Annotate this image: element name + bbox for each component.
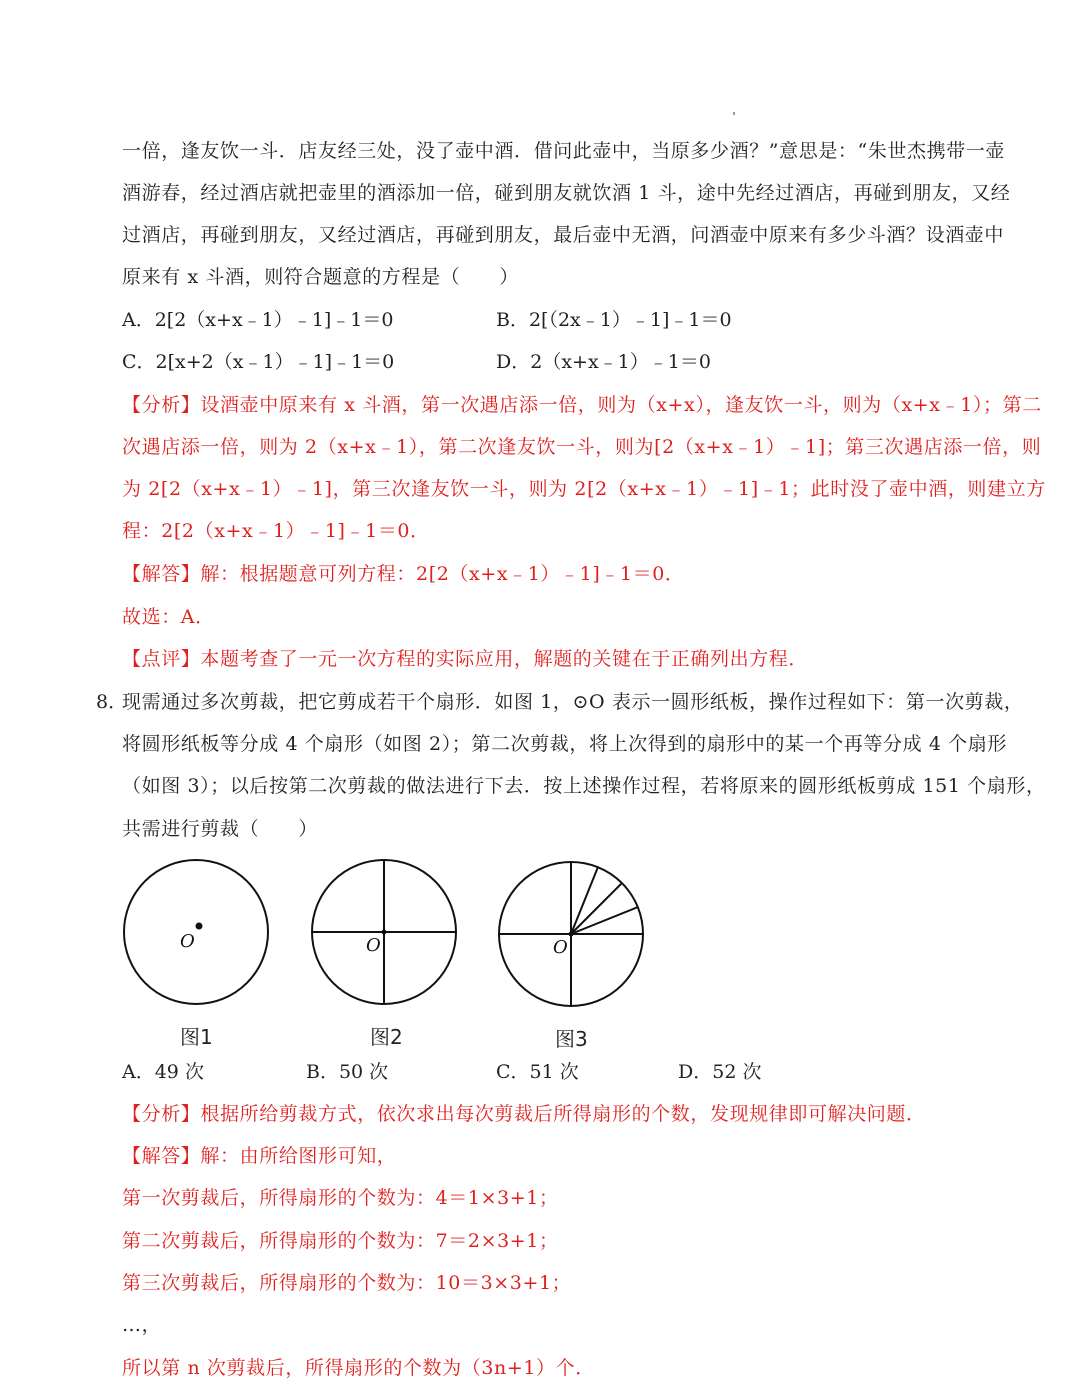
q7-analysis-line-3: 为 2[2（x+x﹣1）﹣1]，第三次逢友饮一斗，则为 2[2（x+x﹣1）﹣1]﹣1；此时没了壶中酒，则建立方 (122, 478, 1046, 500)
q8-step-3: 第三次剪裁后，所得扇形的个数为：10＝3×3+1； (122, 1272, 572, 1294)
q7-option-d: D．2（x+x﹣1）﹣1＝0 (496, 351, 711, 373)
figure-3-center-label: O (553, 937, 568, 958)
q8-line-2: 将圆形纸板等分成 4 个扇形（如图 2）；第二次剪裁，将上次得到的扇形中的某一个再等分成 4 个扇形 (122, 733, 1007, 755)
figure-1 (124, 860, 268, 1004)
q7-answer-line (122, 561, 685, 587)
figure-3-label: 图3 (555, 1027, 588, 1051)
answer-tag: 【解答】 (122, 563, 201, 585)
q8-line-4: 共需进行剪裁（ ） (122, 818, 319, 840)
q7-analysis-line-1 (122, 392, 1042, 418)
figure-3-center-dot (569, 932, 574, 937)
q8-step-2: 第二次剪裁后，所得扇形的个数为：7＝2×3+1； (122, 1230, 559, 1252)
q8-answer-line (122, 1143, 396, 1169)
q8-line-1: 现需通过多次剪裁，把它剪成若干个扇形．如图 1，⊙O 表示一圆形纸板，操作过程如下：第一次剪裁， (122, 691, 1024, 713)
q7-analysis-text-1: 设酒壶中原来有 x 斗酒，第一次遇店添一倍，则为（x+x），逢友饮一斗，则为（x+x﹣1）；第二 (200, 394, 1042, 416)
q8-analysis-line (122, 1101, 926, 1127)
q8-step-ellipsis: …， (122, 1314, 162, 1336)
figure-2-center-label: O (366, 935, 381, 956)
answer-tag: 【解答】 (122, 1145, 201, 1167)
q8-step-1: 第一次剪裁后，所得扇形的个数为：4＝1×3+1； (122, 1187, 559, 1209)
q7-intro-line-4: 原来有 x 斗酒，则符合题意的方程是（ ） (122, 266, 519, 288)
q8-step-conclusion: 所以第 n 次剪裁后，所得扇形的个数为（3n+1）个． (122, 1357, 595, 1379)
q8-option-a: A．49 次 (122, 1061, 204, 1083)
figure-1-center-label: O (180, 931, 195, 952)
figure-2 (312, 860, 456, 1004)
q7-intro-line-2: 酒游春，经过酒店就把壶里的酒添加一倍，碰到朋友就饮酒 1 斗，途中先经过酒店，再碰到朋友，又经 (122, 182, 1011, 204)
q7-intro-line-3: 过酒店，再碰到朋友，又经过酒店，再碰到朋友，最后壶中无酒，问酒壶中原来有多少斗酒？设酒壶中 (122, 224, 1005, 246)
q7-option-a: A．2[2（x+x﹣1）﹣1]﹣1＝0 (122, 309, 394, 331)
analysis-tag: 【分析】 (122, 1103, 201, 1125)
q8-option-c: C．51 次 (496, 1061, 579, 1083)
q7-option-b: B．2[（2x﹣1）﹣1]﹣1＝0 (496, 309, 732, 331)
q7-answer-choice: 故选：A． (122, 606, 215, 628)
figure-3-ray-2 (571, 883, 622, 934)
q7-analysis-line-2: 次遇店添一倍，则为 2（x+x﹣1），第二次逢友饮一斗，则为[2（x+x﹣1）﹣1]；第三次遇店添一倍，则 (122, 436, 1042, 458)
figure-3 (499, 862, 643, 1006)
figure-2-label: 图2 (370, 1025, 403, 1049)
figure-1-circle (124, 860, 268, 1004)
q7-intro-line-1: 一倍，逢友饮一斗．店友经三处，没了壶中酒．借问此壶中，当原多少酒？”意思是：“朱世杰携带一壶 (122, 140, 1006, 162)
q8-line-3: （如图 3）；以后按第二次剪裁的做法进行下去．按上述操作过程，若将原来的圆形纸板剪成 151 个扇形， (122, 775, 1046, 797)
figure-1-label: 图1 (180, 1025, 213, 1049)
figure-2-center-dot (382, 930, 387, 935)
q7-analysis-line-4: 程：2[2（x+x﹣1）﹣1]﹣1＝0． (122, 520, 430, 542)
q7-comment-line (122, 646, 808, 672)
q8-option-b: B．50 次 (306, 1061, 389, 1083)
q7-option-c: C．2[x+2（x﹣1）﹣1]﹣1＝0 (122, 351, 395, 373)
page-artifact-mark (733, 112, 735, 115)
q7-answer-text: 解：根据题意可列方程：2[2（x+x﹣1）﹣1]﹣1＝0． (200, 563, 685, 585)
analysis-tag: 【分析】 (122, 394, 201, 416)
q8-answer-text: 解：由所给图形可知， (200, 1145, 397, 1167)
q7-comment-text: 本题考查了一元一次方程的实际应用，解题的关键在于正确列出方程． (200, 648, 809, 670)
figure-1-center-dot (196, 923, 203, 930)
q8-figures (110, 850, 670, 1050)
q8-number: 8． (96, 691, 128, 713)
comment-tag: 【点评】 (122, 648, 201, 670)
q8-analysis-text: 根据所给剪裁方式，依次求出每次剪裁后所得扇形的个数，发现规律即可解决问题． (200, 1103, 926, 1125)
q8-option-d: D．52 次 (678, 1061, 762, 1083)
